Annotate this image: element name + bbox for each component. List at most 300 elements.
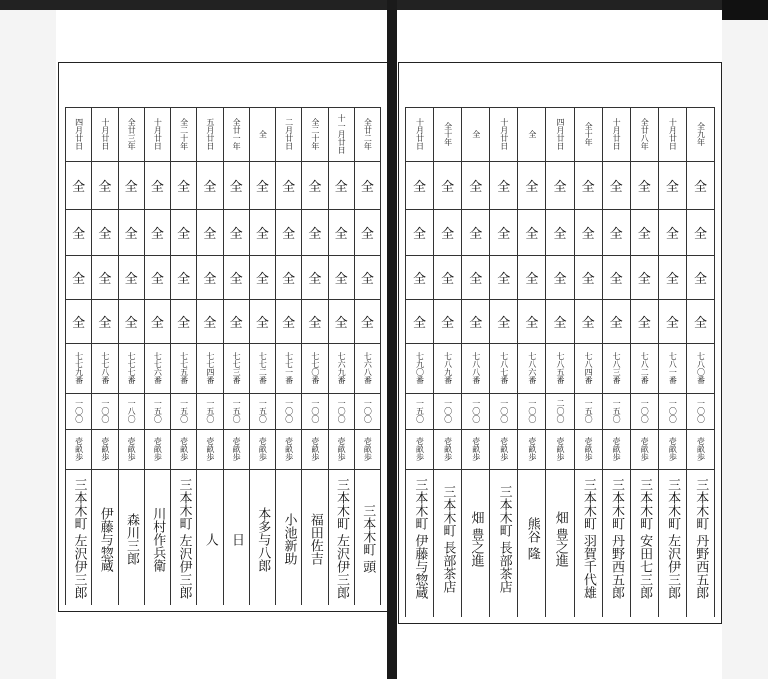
ledger-cell-parcel	[490, 343, 517, 393]
ledger-area-text: 一五〇	[205, 399, 215, 423]
ledger-cell-area	[434, 393, 461, 429]
ledger-cell-mark	[119, 209, 144, 255]
ledger-cell-owner	[224, 469, 249, 609]
ledger-cell-parcel	[66, 343, 91, 393]
ledger-column	[275, 107, 301, 605]
ledger-cell-owner	[575, 469, 602, 609]
ledger-cell-mark	[66, 299, 91, 343]
ledger-mark-text: 全	[229, 271, 243, 287]
ledger-owner-text: 熊谷 隆	[524, 517, 540, 561]
ledger-mark-text: 全	[98, 179, 112, 195]
ledger-mark-text: 全	[282, 226, 296, 242]
ledger-cell-date	[66, 107, 91, 161]
ledger-date-text: 四月廿日	[74, 118, 84, 150]
ledger-cell-mark	[490, 299, 517, 343]
ledger-cell-area	[250, 393, 275, 429]
ledger-parcel-text: 七八三番	[612, 352, 622, 384]
ledger-cell-mark	[434, 161, 461, 209]
ledger-cell-parcel	[302, 343, 327, 393]
ledger-parcel-text: 七八九番	[443, 352, 453, 384]
ledger-cell-mark	[171, 255, 196, 299]
ledger-mark-text: 全	[255, 271, 269, 287]
ledger-cell-mark	[302, 255, 327, 299]
ledger-cell-grade	[355, 429, 380, 469]
ledger-owner-text: 三本木町 長部茶店	[496, 484, 512, 594]
ledger-parcel-text: 七七九番	[74, 352, 84, 384]
ledger-cell-mark	[659, 255, 686, 299]
ledger-mark-text: 全	[203, 179, 217, 195]
ledger-cell-mark	[546, 255, 573, 299]
ledger-cell-area	[603, 393, 630, 429]
ledger-mark-text: 全	[525, 271, 539, 287]
ledger-area-text: 一〇〇	[363, 399, 373, 423]
ledger-cell-owner	[302, 469, 327, 609]
ledger-cell-mark	[659, 161, 686, 209]
ledger-date-text: 全	[527, 130, 537, 138]
ledger-cell-grade	[462, 429, 489, 469]
ledger-cell-grade	[546, 429, 573, 469]
ledger-cell-mark	[462, 209, 489, 255]
ledger-cell-mark	[250, 209, 275, 255]
ledger-cell-grade	[518, 429, 545, 469]
ledger-cell-date	[434, 107, 461, 161]
ledger-cell-date	[406, 107, 433, 161]
ledger-mark-text: 全	[469, 179, 483, 195]
ledger-date-text: 全九年	[696, 122, 706, 146]
ruling-line	[405, 299, 715, 300]
ledger-cell-mark	[631, 161, 658, 209]
ledger-mark-text: 全	[334, 226, 348, 242]
ledger-date-text: 五月廿日	[205, 118, 215, 150]
ledger-grade-text: 壱畝歩	[310, 437, 320, 461]
ledger-cell-mark	[490, 161, 517, 209]
ledger-mark-text: 全	[441, 179, 455, 195]
ledger-cell-mark	[631, 299, 658, 343]
ledger-parcel-text: 七八六番	[527, 352, 537, 384]
ledger-mark-text: 全	[581, 179, 595, 195]
ledger-mark-text: 全	[609, 179, 623, 195]
ledger-mark-text: 全	[360, 226, 374, 242]
ledger-cell-mark	[197, 299, 222, 343]
ledger-column	[517, 107, 545, 617]
ledger-cell-mark	[197, 161, 222, 209]
ledger-mark-text: 全	[98, 315, 112, 331]
ledger-cell-date	[355, 107, 380, 161]
ledger-mark-text: 全	[413, 271, 427, 287]
ledger-date-text: 十月廿日	[668, 118, 678, 150]
ledger-cell-mark	[462, 299, 489, 343]
ledger-cell-mark	[276, 161, 301, 209]
ledger-mark-text: 全	[693, 179, 707, 195]
ledger-grade-text: 壱畝歩	[527, 437, 537, 461]
ledger-cell-mark	[92, 161, 117, 209]
ledger-cell-area	[575, 393, 602, 429]
ledger-mark-text: 全	[693, 271, 707, 287]
ledger-parcel-text: 七八七番	[499, 352, 509, 384]
ruling-line	[65, 429, 381, 430]
ledger-mark-text: 全	[497, 271, 511, 287]
ledger-cell-date	[687, 107, 714, 161]
ledger-grade-text: 壱畝歩	[74, 437, 84, 461]
ledger-date-text: 十一月廿日	[337, 114, 347, 154]
ledger-mark-text: 全	[413, 226, 427, 242]
ledger-mark-text: 全	[203, 271, 217, 287]
ledger-cell-grade	[406, 429, 433, 469]
left-page	[58, 62, 388, 612]
ledger-mark-text: 全	[665, 179, 679, 195]
ledger-mark-text: 全	[360, 271, 374, 287]
ledger-mark-text: 全	[441, 315, 455, 331]
ledger-mark-text: 全	[553, 179, 567, 195]
ruling-line	[65, 299, 381, 300]
ledger-cell-owner	[355, 469, 380, 609]
ledger-cell-date	[119, 107, 144, 161]
ledger-cell-owner	[406, 469, 433, 609]
ledger-owner-text: 畑 豊之進	[552, 510, 568, 568]
ledger-cell-grade	[66, 429, 91, 469]
ledger-mark-text: 全	[177, 315, 191, 331]
ledger-cell-mark	[145, 255, 170, 299]
ledger-cell-mark	[659, 209, 686, 255]
ledger-owner-text: 三本木町 左沢伊三郎	[333, 478, 349, 600]
ledger-cell-date	[329, 107, 354, 161]
ledger-owner-text: 三本木町 安田七三郎	[637, 478, 653, 600]
ruling-line	[65, 209, 381, 210]
ledger-mark-text: 全	[665, 226, 679, 242]
ledger-mark-text: 全	[693, 315, 707, 331]
ledger-column	[602, 107, 630, 617]
ledger-date-text: 十月廿日	[100, 118, 110, 150]
ledger-mark-text: 全	[637, 226, 651, 242]
ledger-cell-parcel	[687, 343, 714, 393]
ledger-parcel-text: 七九〇番	[415, 352, 425, 384]
ledger-cell-parcel	[355, 343, 380, 393]
ledger-cell-mark	[546, 161, 573, 209]
ledger-cell-area	[224, 393, 249, 429]
ledger-cell-mark	[603, 255, 630, 299]
ledger-mark-text: 全	[469, 315, 483, 331]
ledger-date-text: 全十年	[584, 122, 594, 146]
ledger-mark-text: 全	[308, 315, 322, 331]
ruling-line	[65, 161, 381, 162]
ledger-owner-text: 小池新助	[281, 513, 297, 565]
ledger-parcel-text: 七八八番	[471, 352, 481, 384]
ledger-cell-owner	[546, 469, 573, 609]
ledger-cell-mark	[659, 299, 686, 343]
ledger-cell-mark	[329, 299, 354, 343]
ledger-cell-grade	[575, 429, 602, 469]
ledger-cell-mark	[355, 209, 380, 255]
ledger-area-text: 一五〇	[232, 399, 242, 423]
ledger-cell-mark	[687, 255, 714, 299]
ledger-cell-mark	[197, 209, 222, 255]
ledger-date-text: 十月廿日	[612, 118, 622, 150]
ledger-owner-text: 伊藤与惣蔵	[97, 506, 113, 572]
ledger-mark-text: 全	[360, 315, 374, 331]
ledger-cell-area	[687, 393, 714, 429]
ledger-cell-mark	[224, 255, 249, 299]
ledger-mark-text: 全	[581, 315, 595, 331]
ledger-owner-text: 三本木町 長部茶店	[440, 484, 456, 594]
ledger-mark-text: 全	[525, 179, 539, 195]
ledger-cell-date	[92, 107, 117, 161]
ledger-cell-parcel	[518, 343, 545, 393]
ledger-cell-parcel	[575, 343, 602, 393]
ledger-area-text: 一〇〇	[310, 399, 320, 423]
ledger-mark-text: 全	[497, 315, 511, 331]
ruling-line	[405, 255, 715, 256]
ledger-mark-text: 全	[609, 226, 623, 242]
ledger-mark-text: 全	[255, 226, 269, 242]
ledger-mark-text: 全	[150, 271, 164, 287]
ledger-mark-text: 全	[255, 179, 269, 195]
ledger-cell-mark	[66, 209, 91, 255]
ledger-grade-text: 壱畝歩	[499, 437, 509, 461]
ledger-cell-mark	[518, 161, 545, 209]
ledger-cell-date	[276, 107, 301, 161]
ledger-cell-mark	[302, 209, 327, 255]
ledger-mark-text: 全	[124, 179, 138, 195]
ledger-date-text: 十月廿日	[415, 118, 425, 150]
ledger-cell-parcel	[171, 343, 196, 393]
ledger-cell-owner	[250, 469, 275, 609]
ledger-cell-date	[171, 107, 196, 161]
ledger-mark-text: 全	[609, 315, 623, 331]
ledger-cell-parcel	[546, 343, 573, 393]
ledger-cell-mark	[687, 299, 714, 343]
ledger-area-text: 一五〇	[179, 399, 189, 423]
ruling-line	[65, 107, 381, 108]
ruling-line	[405, 107, 715, 108]
ledger-mark-text: 全	[637, 179, 651, 195]
ledger-cell-parcel	[434, 343, 461, 393]
ledger-cell-grade	[603, 429, 630, 469]
ledger-cell-mark	[224, 161, 249, 209]
ledger-cell-area	[659, 393, 686, 429]
ledger-area-text: 一〇〇	[443, 399, 453, 423]
ledger-cell-owner	[518, 469, 545, 609]
ledger-cell-area	[518, 393, 545, 429]
ledger-parcel-text: 七七七番	[127, 352, 137, 384]
ledger-cell-grade	[92, 429, 117, 469]
ledger-mark-text: 全	[525, 315, 539, 331]
ledger-cell-date	[575, 107, 602, 161]
ledger-cell-area	[197, 393, 222, 429]
ledger-cell-date	[145, 107, 170, 161]
left-margin	[0, 0, 56, 679]
ledger-mark-text: 全	[553, 271, 567, 287]
ledger-date-text: 十月廿日	[153, 118, 163, 150]
ledger-mark-text: 全	[334, 315, 348, 331]
ledger-area-text: 一八〇	[127, 399, 137, 423]
ledger-cell-grade	[145, 429, 170, 469]
ledger-cell-parcel	[329, 343, 354, 393]
ledger-cell-parcel	[406, 343, 433, 393]
ledger-mark-text: 全	[177, 271, 191, 287]
ledger-parcel-text: 七七一番	[284, 352, 294, 384]
ledger-mark-text: 全	[665, 271, 679, 287]
ledger-grade-text: 壱畝歩	[443, 437, 453, 461]
ledger-date-text: 全二十年	[310, 118, 320, 150]
ledger-cell-mark	[687, 209, 714, 255]
ledger-grade-text: 壱畝歩	[258, 437, 268, 461]
ledger-grade-text: 壱畝歩	[668, 437, 678, 461]
ledger-cell-mark	[329, 161, 354, 209]
ledger-grade-text: 壱畝歩	[584, 437, 594, 461]
ledger-cell-parcel	[631, 343, 658, 393]
ledger-cell-area	[276, 393, 301, 429]
ledger-cell-date	[518, 107, 545, 161]
ledger-cell-area	[171, 393, 196, 429]
ledger-cell-parcel	[462, 343, 489, 393]
ledger-area-text: 一〇〇	[499, 399, 509, 423]
ledger-parcel-text: 七八四番	[584, 352, 594, 384]
ledger-cell-mark	[603, 299, 630, 343]
ledger-cell-date	[224, 107, 249, 161]
ruling-line	[405, 393, 715, 394]
ledger-area-text: 一〇〇	[74, 399, 84, 423]
ledger-grade-text: 壱畝歩	[471, 437, 481, 461]
ledger-column	[65, 107, 91, 605]
ledger-area-text: 一〇〇	[284, 399, 294, 423]
ledger-parcel-text: 七七六番	[153, 352, 163, 384]
ledger-cell-mark	[518, 255, 545, 299]
ledger-cell-mark	[462, 161, 489, 209]
ledger-mark-text: 全	[553, 315, 567, 331]
ledger-date-text: 全廿八年	[640, 118, 650, 150]
ledger-cell-area	[406, 393, 433, 429]
ledger-date-text: 二月廿日	[284, 118, 294, 150]
ledger-area-text: 二〇〇	[555, 399, 565, 423]
ledger-owner-text: 川村作兵衛	[150, 506, 166, 572]
ledger-date-text: 全十年	[443, 122, 453, 146]
ledger-cell-mark	[119, 255, 144, 299]
ledger-mark-text: 全	[441, 271, 455, 287]
ruling-line	[405, 429, 715, 430]
ledger-parcel-text: 七七二番	[258, 352, 268, 384]
ledger-mark-text: 全	[72, 179, 86, 195]
right-columns	[405, 107, 715, 617]
ledger-cell-grade	[490, 429, 517, 469]
ledger-mark-text: 全	[229, 315, 243, 331]
ledger-column	[433, 107, 461, 617]
ledger-owner-text: 三本木町 左沢伊三郎	[176, 478, 192, 600]
ledger-cell-mark	[329, 255, 354, 299]
ledger-cell-area	[462, 393, 489, 429]
ledger-cell-owner	[490, 469, 517, 609]
ledger-grade-text: 壱畝歩	[179, 437, 189, 461]
ledger-date-text: 全二十年	[179, 118, 189, 150]
ledger-cell-owner	[66, 469, 91, 609]
ledger-cell-mark	[119, 161, 144, 209]
ledger-cell-mark	[687, 161, 714, 209]
ruling-line	[405, 209, 715, 210]
ledger-mark-text: 全	[98, 226, 112, 242]
ledger-parcel-text: 七六九番	[337, 352, 347, 384]
ledger-column	[461, 107, 489, 617]
ledger-cell-date	[197, 107, 222, 161]
ledger-area-text: 一五〇	[584, 399, 594, 423]
ledger-area-text: 一五〇	[612, 399, 622, 423]
ledger-cell-mark	[276, 209, 301, 255]
ledger-area-text: 一〇〇	[527, 399, 537, 423]
ledger-cell-parcel	[659, 343, 686, 393]
ledger-cell-mark	[92, 255, 117, 299]
ledger-column	[118, 107, 144, 605]
ledger-cell-mark	[119, 299, 144, 343]
ledger-grade-text: 壱畝歩	[555, 437, 565, 461]
ledger-cell-mark	[355, 299, 380, 343]
ledger-owner-text: 本多与八郎	[255, 506, 271, 572]
ledger-column	[328, 107, 354, 605]
ledger-area-text: 一〇〇	[640, 399, 650, 423]
ledger-column	[301, 107, 327, 605]
ledger-mark-text: 全	[637, 271, 651, 287]
ledger-date-text: 全廿一年	[232, 118, 242, 150]
ruling-line	[65, 393, 381, 394]
ledger-mark-text: 全	[334, 271, 348, 287]
ledger-mark-text: 全	[203, 315, 217, 331]
corner-shadow	[722, 0, 768, 20]
ledger-cell-mark	[250, 299, 275, 343]
ledger-cell-date	[631, 107, 658, 161]
ledger-column	[405, 107, 433, 617]
ledger-mark-text: 全	[441, 226, 455, 242]
ledger-mark-text: 全	[525, 226, 539, 242]
ledger-cell-owner	[631, 469, 658, 609]
ledger-mark-text: 全	[98, 271, 112, 287]
ledger-mark-text: 全	[229, 179, 243, 195]
ledger-cell-owner	[329, 469, 354, 609]
ledger-area-text: 一〇〇	[696, 399, 706, 423]
ledger-cell-mark	[329, 209, 354, 255]
ledger-mark-text: 全	[72, 226, 86, 242]
ledger-cell-mark	[302, 161, 327, 209]
ledger-grade-text: 壱畝歩	[127, 437, 137, 461]
ledger-mark-text: 全	[413, 179, 427, 195]
ledger-cell-mark	[92, 209, 117, 255]
ledger-column	[144, 107, 170, 605]
ledger-cell-mark	[518, 209, 545, 255]
ledger-cell-parcel	[276, 343, 301, 393]
ledger-grade-text: 壱畝歩	[100, 437, 110, 461]
ledger-cell-date	[250, 107, 275, 161]
ruling-line	[405, 469, 715, 470]
ledger-date-text: 全	[258, 130, 268, 138]
ledger-owner-text: 三本木町 丹野西五郎	[608, 478, 624, 600]
ledger-owner-text: 福田佐吉	[307, 513, 323, 565]
ledger-owner-text: 三本木町 丹野西五郎	[693, 478, 709, 600]
ledger-cell-mark	[92, 299, 117, 343]
ledger-cell-mark	[276, 299, 301, 343]
ledger-cell-mark	[490, 255, 517, 299]
ledger-column	[574, 107, 602, 617]
ledger-cell-owner	[119, 469, 144, 609]
ledger-cell-area	[355, 393, 380, 429]
ledger-parcel-text: 七八五番	[555, 352, 565, 384]
ledger-mark-text: 全	[177, 179, 191, 195]
ledger-grade-text: 壱畝歩	[696, 437, 706, 461]
ledger-cell-area	[546, 393, 573, 429]
ledger-mark-text: 全	[150, 315, 164, 331]
ledger-cell-grade	[119, 429, 144, 469]
ruling-line	[405, 343, 715, 344]
ledger-cell-mark	[406, 255, 433, 299]
ledger-cell-mark	[276, 255, 301, 299]
ledger-owner-text: 人	[202, 532, 218, 546]
ledger-cell-mark	[406, 209, 433, 255]
ledger-mark-text: 全	[497, 226, 511, 242]
